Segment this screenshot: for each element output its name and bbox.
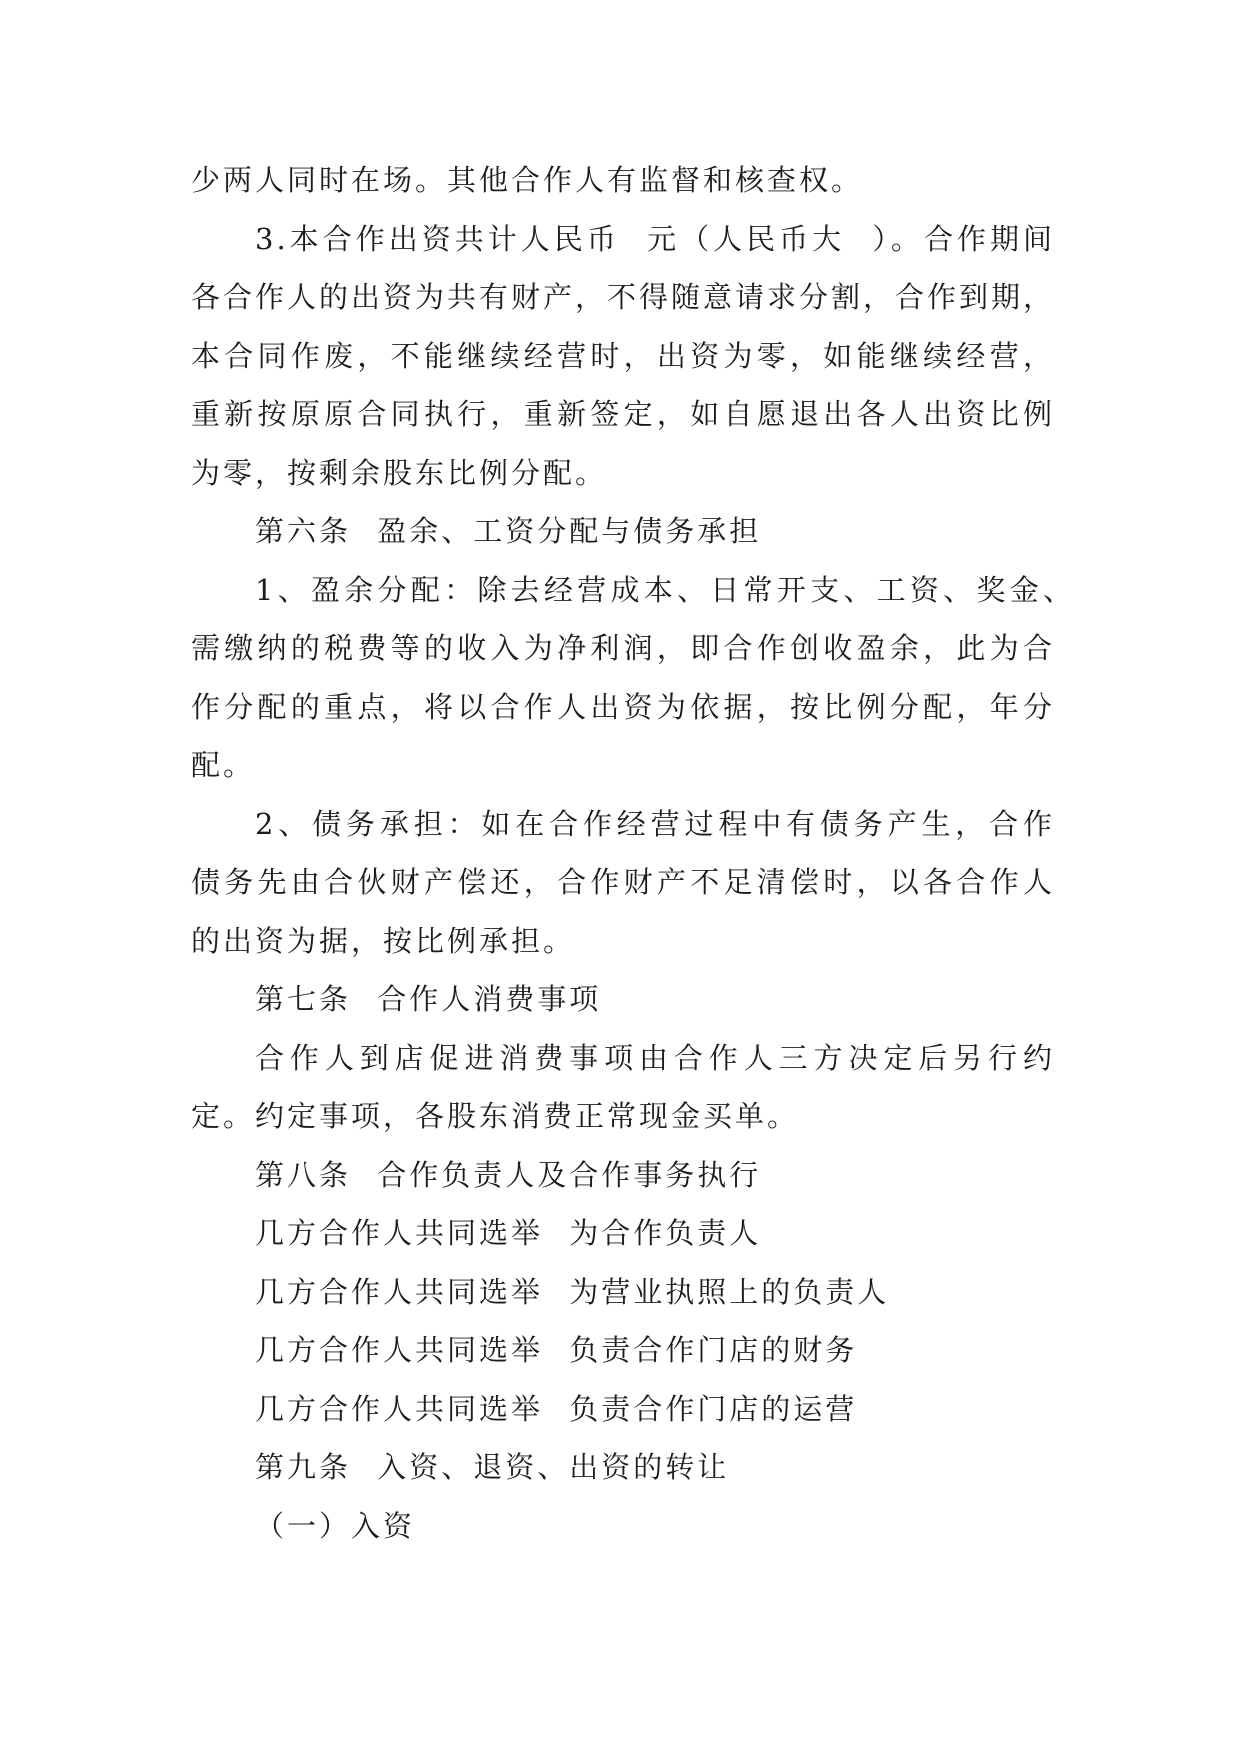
clause-heading: 第六条 盈余、工资分配与债务承担 [255, 514, 762, 548]
paragraph-line: 本合同作废，不能继续经营时，出资为零，如能继续经营， [191, 338, 1055, 373]
paragraph-first-line: 合作人到店促进消费事项由合作人三方决定后另行约 [255, 1040, 1055, 1075]
election-line: 几方合作人共同选举 负责合作门店的财务 [255, 1333, 858, 1367]
paragraph-line: 配。 [191, 748, 256, 782]
subsection-heading: （一）入资 [255, 1508, 416, 1543]
paragraph-first-line: 1、盈余分配：除去经营成本、日常开支、工资、奖金、 [255, 572, 1075, 607]
election-line: 几方合作人共同选举 负责合作门店的运营 [255, 1391, 858, 1426]
paragraph-line: 债务先由合伙财产偿还，合作财产不足清偿时，以各合作人 [191, 865, 1055, 899]
paragraph-line: 各合作人的出资为共有财产，不得随意请求分割，合作到期， [191, 280, 1056, 314]
clause-heading: 第七条 合作人消费事项 [255, 982, 602, 1016]
paragraph-line: 重新按原原合同执行，重新签定，如自愿退出各人出资比例 [191, 397, 1055, 431]
document-body [191, 151, 1075, 1555]
paragraph-line: 需缴纳的税费等的收入为净利润，即合作创收盈余，此为合 [191, 631, 1055, 665]
clause-heading: 第八条 合作负责人及合作事务执行 [255, 1157, 762, 1192]
paragraph-line: 为零，按剩余股东比例分配。 [191, 455, 608, 490]
paragraph-first-line: 3.本合作出资共计人民币 元（人民币大 ）。合作期间 [255, 221, 1055, 256]
paragraph-line: 少两人同时在场。其他合作人有监督和核查权。 [191, 163, 864, 197]
paragraph-line: 定。约定事项，各股东消费正常现金买单。 [191, 1099, 800, 1133]
paragraph-line: 作分配的重点，将以合作人出资为依据，按比例分配，年分 [191, 689, 1055, 724]
election-line: 几方合作人共同选举 为合作负责人 [255, 1216, 762, 1250]
election-line: 几方合作人共同选举 为营业执照上的负责人 [255, 1274, 890, 1309]
clause-heading: 第九条 入资、退资、出资的转让 [255, 1450, 730, 1484]
paragraph-line: 的出资为据，按比例承担。 [191, 923, 576, 958]
paragraph-first-line: 2、债务承担：如在合作经营过程中有债务产生，合作 [255, 806, 1055, 841]
